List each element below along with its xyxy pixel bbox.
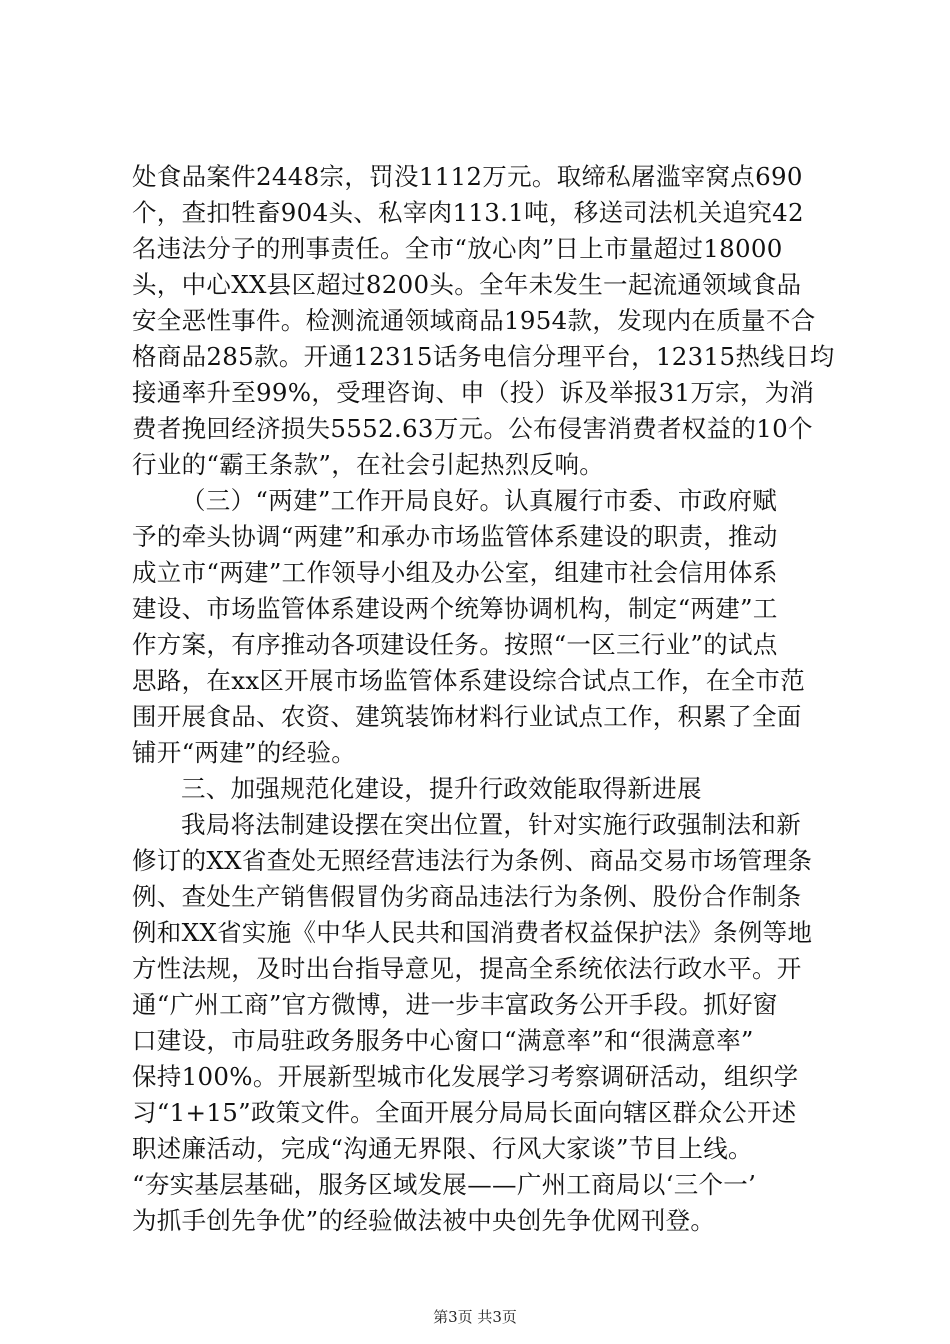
text-line: 格商品285款。开通12315话务电信分理平台，12315热线日均 (132, 342, 835, 371)
text-line: 习“1+15”政策文件。全面开展分局局长面向辖区群众公开述 (132, 1098, 797, 1127)
text-line: 为抓手创先争优”的经验做法被中央创先争优网刊登。 (132, 1206, 716, 1235)
text-line: 名违法分子的刑事责任。全市“放心肉”日上市量超过18000 (132, 234, 783, 263)
text-line: 方性法规，及时出台指导意见，提高全系统依法行政水平。开 (132, 954, 802, 983)
text-line: 铺开“两建”的经验。 (132, 738, 357, 767)
text-line: 通“广州工商”官方微博，进一步丰富政务公开手段。抓好窗 (132, 990, 778, 1019)
page-footer (0, 1307, 950, 1327)
text-line: 费者挽回经济损失5552.63万元。公布侵害消费者权益的10个 (132, 414, 813, 443)
text-line: 围开展食品、农资、建筑装饰材料行业试点工作，积累了全面 (132, 702, 802, 731)
text-line: 保持100%。开展新型城市化发展学习考察调研活动，组织学 (132, 1062, 799, 1091)
text-line: 例和XX省实施《中华人民共和国消费者权益保护法》条例等地 (132, 918, 813, 947)
text-line: 头，中心XX县区超过8200头。全年未发生一起流通领域食品 (132, 270, 802, 299)
text-line: “夯实基层基础，服务区域发展——广州工商局以‘三个一’ (132, 1170, 757, 1199)
text-line: 处食品案件2448宗，罚没1112万元。取缔私屠滥宰窝点690 (132, 162, 803, 191)
text-line: 例、查处生产销售假冒伪劣商品违法行为条例、股份合作制条 (132, 882, 802, 911)
paragraph-start-line: 我局将法制建设摆在突出位置，针对实施行政强制法和新 (181, 810, 801, 839)
text-line: 职述廉活动，完成“沟通无界限、行风大家谈”节目上线。 (132, 1134, 753, 1163)
text-line: 成立市“两建”工作领导小组及办公室，组建市社会信用体系 (132, 558, 778, 587)
page-number-label: 第3页 共3页 (433, 1308, 517, 1326)
paragraph-start-line: （三）“两建”工作开局良好。认真履行市委、市政府赋 (181, 486, 778, 515)
text-line: 行业的“霸王条款”，在社会引起热烈反响。 (132, 450, 605, 479)
text-line: 安全恶性事件。检测流通领域商品1954款，发现内在质量不合 (132, 306, 816, 335)
text-line: 口建设，市局驻政务服务中心窗口“满意率”和“很满意率” (132, 1026, 754, 1055)
text-line: 作方案，有序推动各项建设任务。按照“一区三行业”的试点 (132, 630, 778, 659)
document-body (132, 159, 835, 1239)
text-line: 思路，在xx区开展市场监管体系建设综合试点工作，在全市范 (132, 666, 806, 695)
text-line: 建设、市场监管体系建设两个统筹协调机构，制定“两建”工 (132, 594, 778, 623)
text-line: 予的牵头协调“两建”和承办市场监管体系建设的职责，推动 (132, 522, 778, 551)
text-line: 修订的XX省查处无照经营违法行为条例、商品交易市场管理条 (132, 846, 813, 875)
section-heading: 三、加强规范化建设，提升行政效能取得新进展 (181, 774, 702, 803)
text-line: 接通率升至99%，受理咨询、申（投）诉及举报31万宗，为消 (132, 378, 815, 407)
text-line: 个，查扣牲畜904头、私宰肉113.1吨，移送司法机关追究42 (132, 198, 804, 227)
